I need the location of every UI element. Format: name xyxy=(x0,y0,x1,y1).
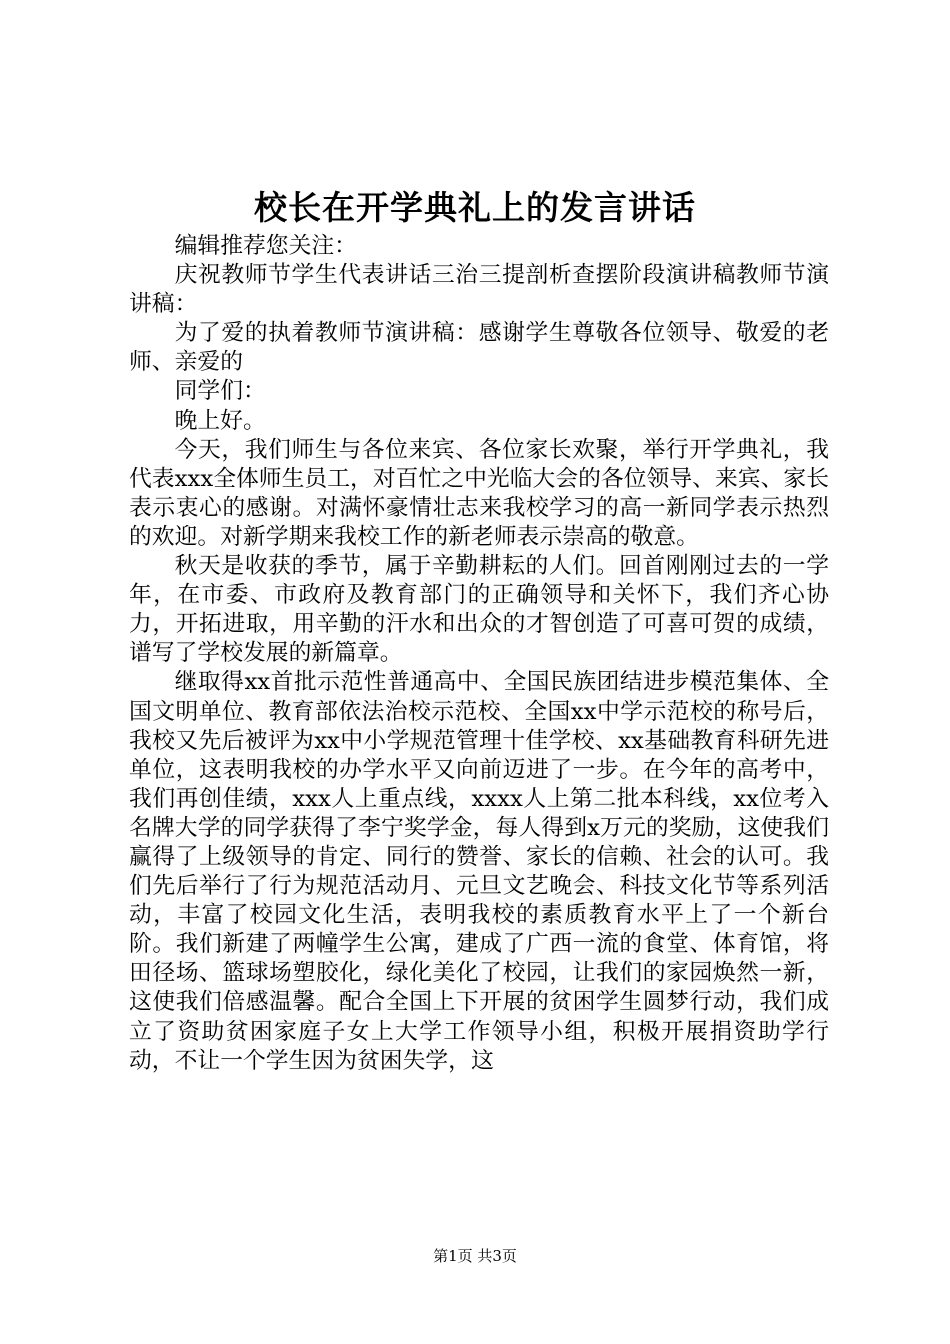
paragraph: 继取得xx首批示范性普通高中、全国民族团结进步模范集体、全国文明单位、教育部依法治校示范校、全国xx中学示范校的称号后，我校又先后被评为xx中小学规范管理十佳学校、xx基础教育科研先进单位，这表明我校的办学水平又向前迈进了一步。在今年的高考中，我们再创佳绩，xxx人上重点线，xxxx人上第二批本科线，xx位考入名牌大学的同学获得了李宁奖学金，每人得到x万元的奖励，这使我们赢得了上级领导的肯定、同行的赞誉、家长的信赖、社会的认可。我们先后举行了行为规范活动月、元旦文艺晚会、科技文化节等系列活动，丰富了校园文化生活，表明我校的素质教育水平上了一个新台阶。我们新建了两幢学生公寓，建成了广西一流的食堂、体育馆，将田径场、篮球场塑胶化，绿化美化了校园，让我们的家园焕然一新，这使我们倍感温馨。配合全国上下开展的贫困学生圆梦行动，我们成立了资助贫困家庭子女上大学工作领导小组，积极开展捐资助学行动，不让一个学生因为贫困失学，这 xyxy=(129,669,829,1074)
page-footer: 第1页 共3页 xyxy=(433,1247,517,1265)
paragraph: 同学们： xyxy=(174,378,266,405)
paragraph: 今天，我们师生与各位来宾、各位家长欢聚，举行开学典礼，我代表xxx全体师生员工，对百忙之中光临大会的各位领导、来宾、家长表示衷心的感谢。对满怀豪情壮志来我校学习的高一新同学表示热烈的欢迎。对新学期来我校工作的新老师表示崇高的敬意。 xyxy=(129,436,829,550)
paragraph: 编辑推荐您关注： xyxy=(174,233,357,259)
paragraph: 秋天是收获的季节，属于辛勤耕耘的人们。回首刚刚过去的一学年，在市委、市政府及教育部门的正确领导和关怀下，我们齐心协力，开拓进取，用辛勤的汗水和出众的才智创造了可喜可贺的成绩，谱写了学校发展的新篇章。 xyxy=(129,553,829,667)
document-title: 校长在开学典礼上的发言讲话 xyxy=(254,188,696,227)
paragraph: 为了爱的执着教师节演讲稿：感谢学生尊敬各位领导、敬爱的老师、亲爱的 xyxy=(129,320,829,376)
paragraph: 庆祝教师节学生代表讲话三治三提剖析查摆阶段演讲稿教师节演讲稿： xyxy=(129,262,829,318)
paragraph: 晚上好。 xyxy=(174,407,266,434)
document-body xyxy=(129,232,829,1076)
